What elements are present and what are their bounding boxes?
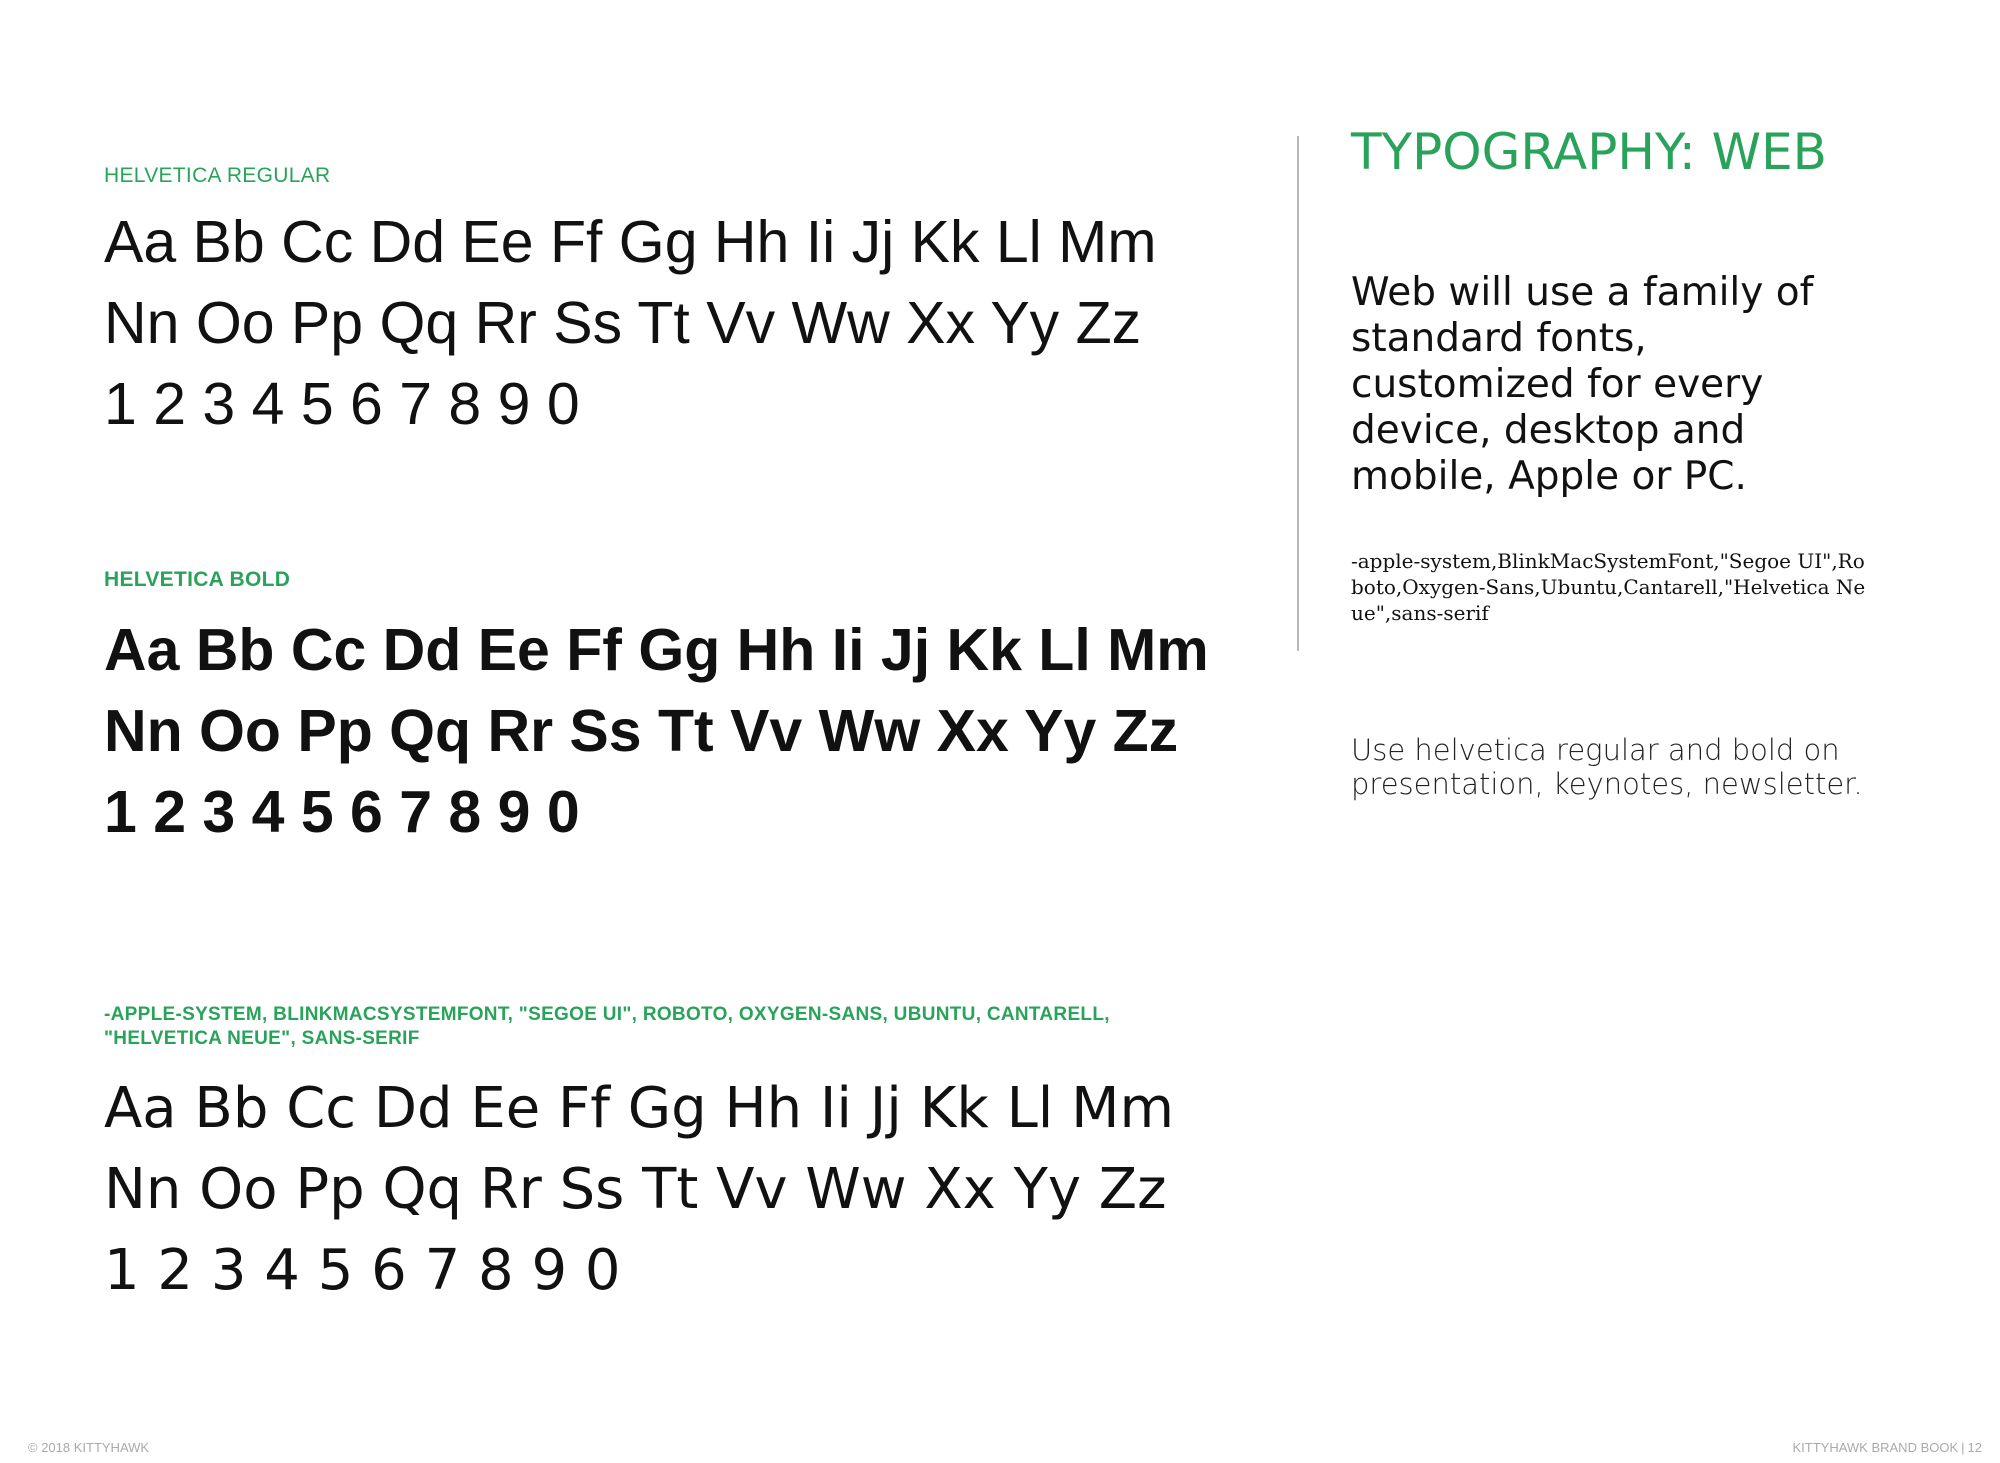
brand-book-title: KITTYHAWK BRAND BOOK	[1792, 1440, 1959, 1455]
specimen-line: Aa Bb Cc Dd Ee Ff Gg Hh Ii Jj Kk Ll Mm	[104, 617, 1209, 683]
specimen-line: Aa Bb Cc Dd Ee Ff Gg Hh Ii Jj Kk Ll Mm	[104, 209, 1157, 275]
specimen-line: Nn Oo Pp Qq Rr Ss Tt Vv Ww Xx Yy Zz	[104, 1157, 1167, 1222]
helvetica-bold-label: HELVETICA BOLD	[104, 568, 291, 591]
intro-paragraph: Web will use a family of standard fonts, customized for every device, desktop and mobile, Apple or PC.	[1351, 270, 1814, 499]
system-stack-specimen	[104, 1068, 1174, 1311]
font-stack-text: -apple-system,BlinkMacSystemFont,"Segoe UI",Roboto,Oxygen-Sans,Ubuntu,Cantarell,"Helvetica Neue",sans-serif	[1351, 549, 1866, 625]
helvetica-regular-label: HELVETICA REGULAR	[104, 164, 331, 187]
specimen-line: Aa Bb Cc Dd Ee Ff Gg Hh Ii Jj Kk Ll Mm	[104, 1076, 1174, 1141]
footer-separator: |	[1961, 1440, 1965, 1455]
specimen-line: Nn Oo Pp Qq Rr Ss Tt Vv Ww Xx Yy Zz	[104, 290, 1142, 356]
column-divider	[1297, 136, 1299, 651]
copyright: © 2018 KITTYHAWK	[28, 1440, 150, 1455]
system-stack-label-line: "HELVETICA NEUE", SANS-SERIF	[104, 1028, 420, 1049]
specimen-line: 1 2 3 4 5 6 7 8 9 0	[104, 779, 580, 845]
helvetica-regular-specimen	[104, 202, 1156, 445]
specimen-line: 1 2 3 4 5 6 7 8 9 0	[104, 371, 580, 437]
page-number: 12	[1967, 1440, 1982, 1455]
system-stack-label	[104, 1003, 1110, 1051]
helvetica-bold-specimen	[104, 610, 1209, 853]
specimen-line: 1 2 3 4 5 6 7 8 9 0	[104, 1238, 621, 1303]
usage-paragraph: Use helvetica regular and bold on presentation, keynotes, newsletter.	[1351, 733, 1863, 801]
specimen-line: Nn Oo Pp Qq Rr Ss Tt Vv Ww Xx Yy Zz	[104, 698, 1179, 764]
page-title: TYPOGRAPHY: WEB	[1351, 123, 1827, 181]
system-stack-label-line: -APPLE-SYSTEM, BLINKMACSYSTEMFONT, "SEGOE UI", ROBOTO, OXYGEN-SANS, UBUNTU, CANTARELL,	[104, 1004, 1110, 1025]
footer-page-info	[1792, 1440, 1982, 1455]
